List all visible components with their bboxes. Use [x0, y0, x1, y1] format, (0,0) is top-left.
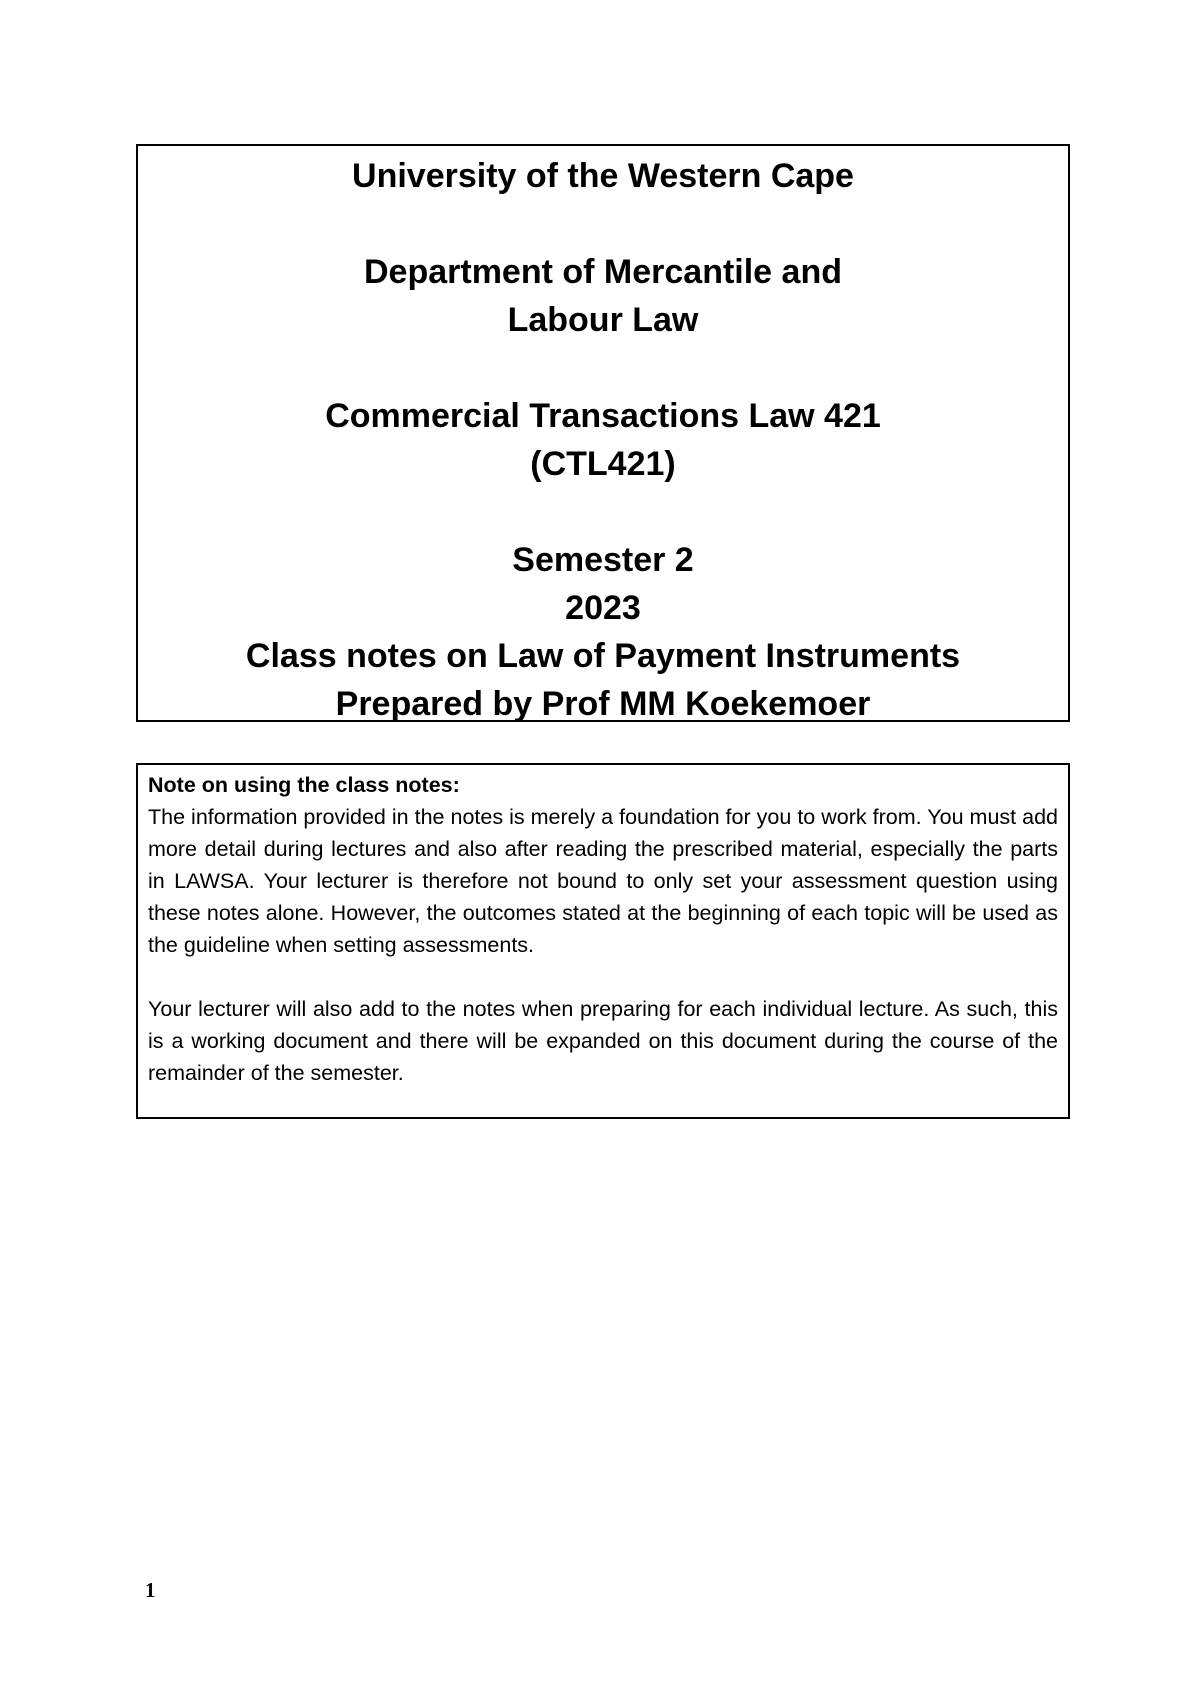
- department-line-1: Department of Mercantile and: [364, 253, 842, 291]
- note-heading: Note on using the class notes:: [148, 773, 460, 797]
- note-paragraph-1: The information provided in the notes is merely a foundation for you to work from. You must add more detail during lectures and also after reading the prescribed material, especially the parts in LAWSA. Your lecturer is therefore not bound to only set your assessment question using these notes alone. However, the outcomes stated at the beginning of each topic will be used as the guideline when setting assessments.: [148, 805, 1058, 957]
- title-box: [136, 144, 1070, 722]
- notes-title: Class notes on Law of Payment Instruments: [245, 637, 961, 675]
- course-code: (CTL421): [530, 445, 676, 483]
- prepared-by: Prepared by Prof MM Koekemoer: [335, 685, 871, 723]
- university-name: University of the Western Cape: [352, 157, 854, 195]
- department-line-2: Labour Law: [507, 301, 699, 339]
- semester: Semester 2: [512, 541, 694, 579]
- note-paragraph-2: Your lecturer will also add to the notes when preparing for each individual lecture. As such, this is a working document and there will be expanded on this document during the course of the remainder of the semester.: [148, 997, 1058, 1085]
- spacer: [138, 344, 1068, 392]
- page-number: 1: [145, 1578, 156, 1602]
- title-content: [138, 146, 1068, 728]
- spacer: [138, 488, 1068, 536]
- course-name: Commercial Transactions Law 421: [325, 397, 881, 435]
- note-box: [136, 763, 1070, 1119]
- year: 2023: [565, 589, 641, 627]
- spacer: [138, 200, 1068, 248]
